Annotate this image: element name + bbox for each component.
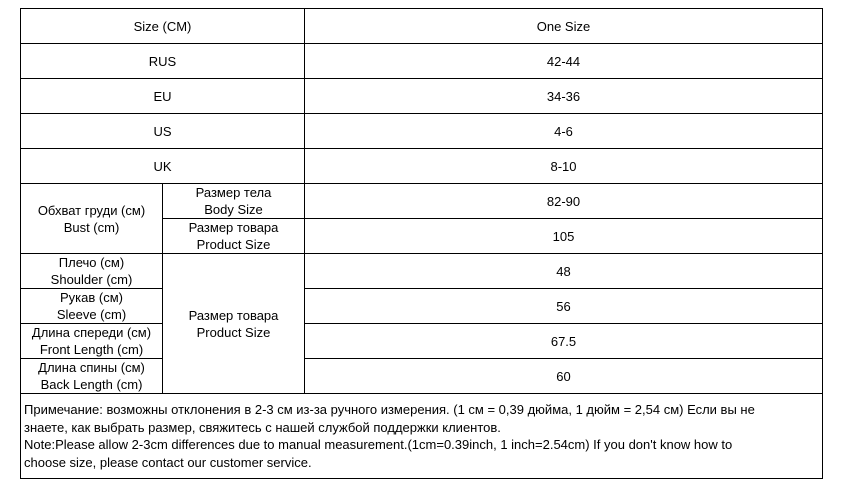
region-label: UK <box>21 149 305 184</box>
size-chart <box>20 8 822 479</box>
body-size-en: Body Size <box>204 202 263 217</box>
bust-label-en: Bust (cm) <box>63 219 120 235</box>
table-row <box>21 184 823 219</box>
size-table <box>20 8 823 479</box>
measurement-label-cell <box>21 289 163 324</box>
note-ru-line: Примечание: возможны отклонения в 2-3 см из-за ручного измерения. (1 см = 0,39 дюйма, 1 дюйм = 2,54 см) Если вы не <box>24 402 755 417</box>
region-value: 42-44 <box>305 44 823 79</box>
product-size-ru: Размер товара <box>188 307 279 323</box>
measurement-label-cell <box>21 324 163 359</box>
region-value: 8-10 <box>305 149 823 184</box>
note-cell <box>21 394 823 479</box>
measurement-label-cell <box>21 254 163 289</box>
bust-product-size-cell <box>163 219 305 254</box>
bust-label-ru: Обхват груди (см) <box>37 202 146 218</box>
table-row <box>21 289 823 324</box>
size-header-cell: Size (CM) <box>21 9 305 44</box>
measurement-label-cell <box>21 359 163 394</box>
note-en-line: Note:Please allow 2-3cm differences due to manual measurement.(1cm=0.39inch, 1 inch=2.54cm) If you don't know how to <box>24 437 733 452</box>
body-size-value: 82-90 <box>305 184 823 219</box>
table-row <box>21 79 823 114</box>
region-label: RUS <box>21 44 305 79</box>
region-value: 34-36 <box>305 79 823 114</box>
one-size-header-cell: One Size <box>305 9 823 44</box>
measurement-value: 67.5 <box>305 324 823 359</box>
region-label: EU <box>21 79 305 114</box>
measurement-label-ru: Рукав (см) <box>60 290 123 305</box>
region-label: US <box>21 114 305 149</box>
product-size-en: Product Size <box>196 324 271 340</box>
measurement-label-en: Sleeve (cm) <box>56 307 127 322</box>
measurement-label-en: Back Length (cm) <box>40 377 143 392</box>
measurement-value: 60 <box>305 359 823 394</box>
measurement-label-ru: Плечо (см) <box>58 255 125 270</box>
body-size-cell <box>163 184 305 219</box>
table-row <box>21 254 823 289</box>
measurements-product-size-cell <box>163 254 305 394</box>
measurement-label-en: Front Length (cm) <box>39 342 144 357</box>
measurement-label-ru: Длина спины (см) <box>38 360 145 375</box>
note-ru-line: знаете, как выбрать размер, свяжитесь с нашей службой поддержки клиентов. <box>24 419 501 435</box>
table-row <box>21 114 823 149</box>
table-row <box>21 44 823 79</box>
measurement-label-en: Shoulder (cm) <box>50 272 133 287</box>
note-en-line: choose size, please contact our customer service. <box>24 454 312 470</box>
note-row <box>21 394 823 479</box>
bust-product-size-value: 105 <box>305 219 823 254</box>
table-row <box>21 149 823 184</box>
measurement-label-ru: Длина спереди (см) <box>31 325 152 340</box>
region-value: 4-6 <box>305 114 823 149</box>
product-size-ru: Размер товара <box>188 220 279 235</box>
measurement-value: 56 <box>305 289 823 324</box>
body-size-ru: Размер тела <box>195 185 272 200</box>
header-row <box>21 9 823 44</box>
product-size-en: Product Size <box>196 237 271 252</box>
measurement-value: 48 <box>305 254 823 289</box>
table-row <box>21 324 823 359</box>
bust-label-cell <box>21 184 163 254</box>
table-row <box>21 359 823 394</box>
